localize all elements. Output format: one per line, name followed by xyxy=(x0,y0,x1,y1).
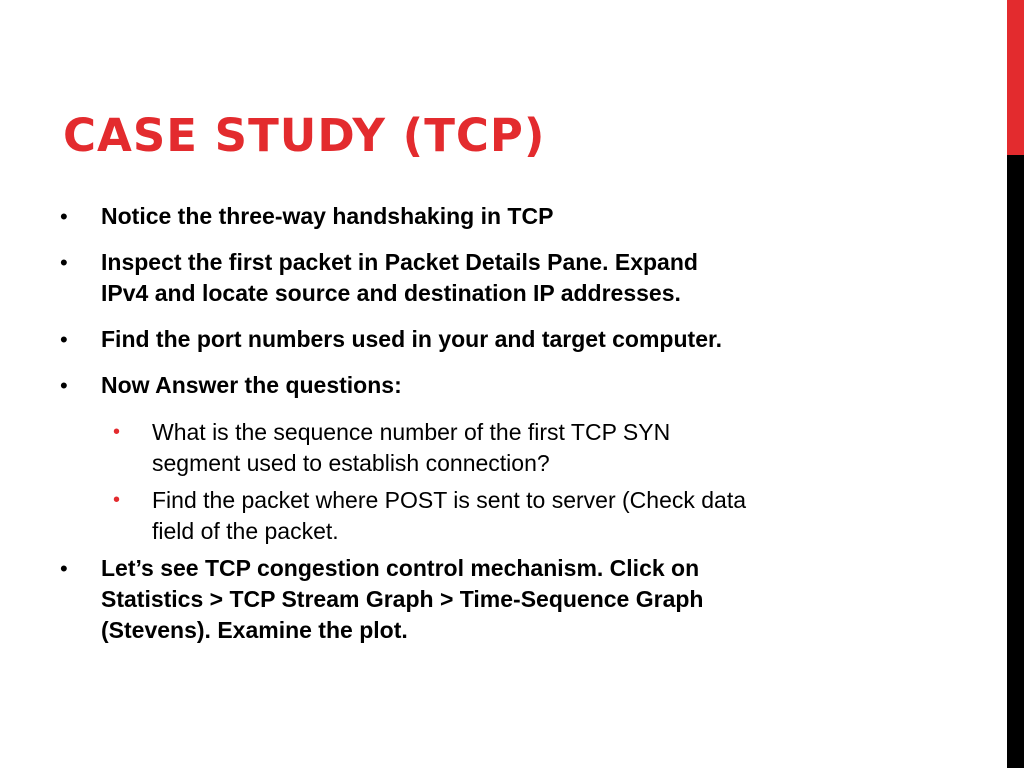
sub-bullet-marker: • xyxy=(113,489,121,511)
sub-bullet-marker: • xyxy=(113,421,121,443)
slide-title: CASE STUDY (TCP) xyxy=(63,109,546,162)
bullet-line: Statistics > TCP Stream Graph > Time-Sequence Graph xyxy=(101,586,704,612)
bullet-line: field of the packet. xyxy=(152,518,339,544)
bullet-line: Find the packet where POST is sent to server (Check data xyxy=(152,487,747,513)
bullet-line: Inspect the first packet in Packet Details Pane. Expand xyxy=(101,249,698,275)
bullet-line: (Stevens). Examine the plot. xyxy=(101,617,408,643)
bullet-marker: • xyxy=(60,327,68,352)
bullet-marker: • xyxy=(60,250,68,275)
bullet-line: Let’s see TCP congestion control mechanism. Click on xyxy=(101,555,700,581)
bullet-text xyxy=(101,324,722,355)
bullet-line: Now Answer the questions: xyxy=(101,372,402,398)
bullet-marker: • xyxy=(60,204,68,229)
bullet-line: segment used to establish connection? xyxy=(152,450,550,476)
bullet-marker: • xyxy=(60,373,68,398)
bullet-line: Find the port numbers used in your and target computer. xyxy=(101,326,723,352)
bullet-text xyxy=(101,370,402,401)
side-accent-bar xyxy=(1007,0,1024,768)
bullet-marker: • xyxy=(60,556,68,581)
side-accent-bar-black xyxy=(1007,155,1024,768)
bullet-text xyxy=(101,553,703,646)
bullet-text xyxy=(152,417,670,479)
bullet-line: IPv4 and locate source and destination IP addresses. xyxy=(101,280,681,306)
side-accent-bar-red xyxy=(1007,0,1024,155)
bullet-line: What is the sequence number of the first TCP SYN xyxy=(152,419,671,445)
bullet-text xyxy=(152,485,746,547)
bullet-text xyxy=(101,247,698,309)
bullet-line: Notice the three-way handshaking in TCP xyxy=(101,203,554,229)
bullet-text xyxy=(101,201,553,232)
